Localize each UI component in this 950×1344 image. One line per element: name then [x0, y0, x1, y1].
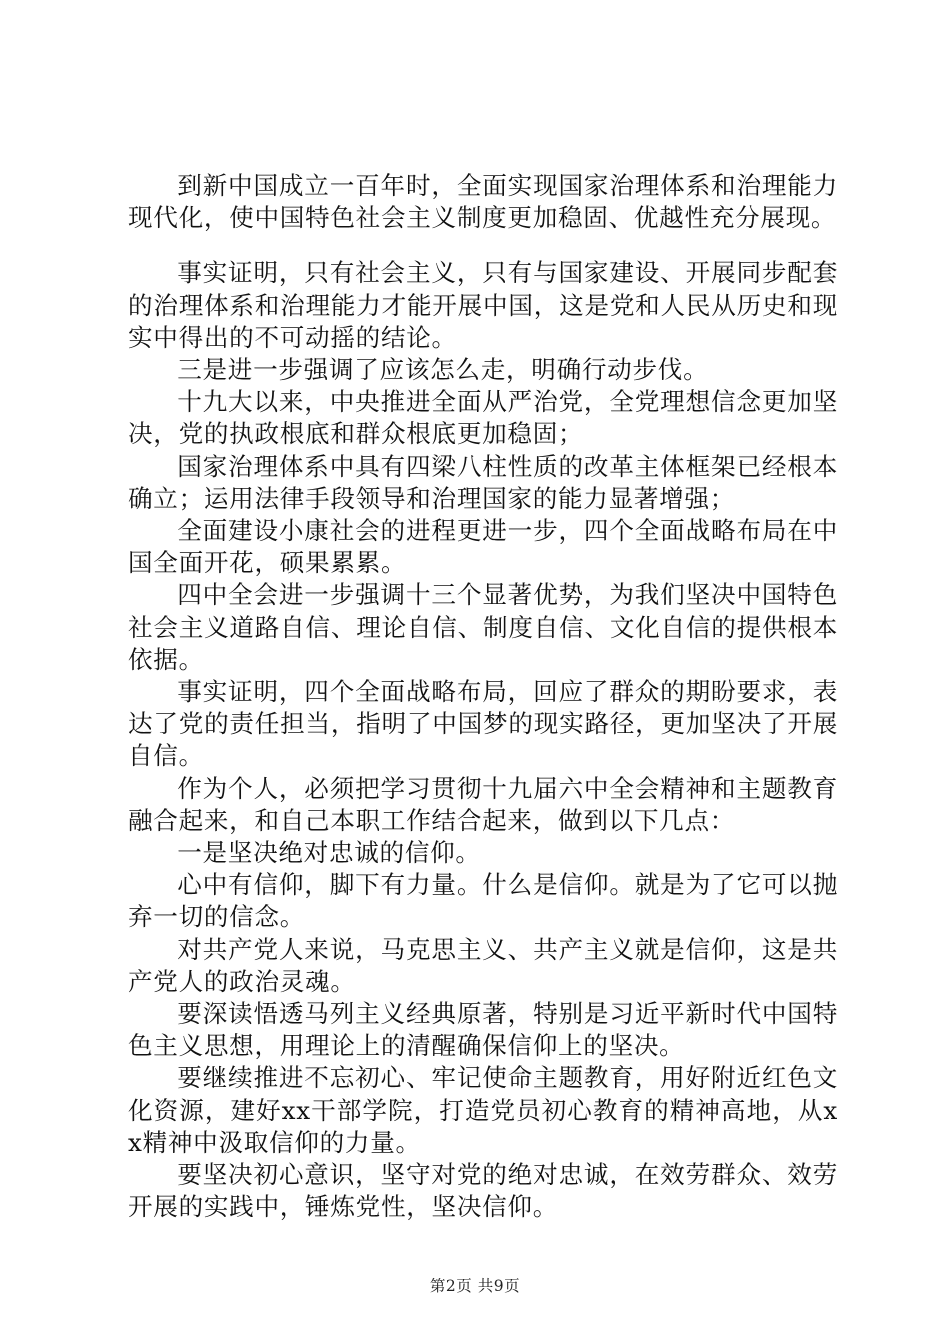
document-body	[128, 170, 838, 1224]
paragraph-8: 事实证明，四个全面战略布局，回应了群众的期盼要求，表达了党的责任担当，指明了中国梦的现实路径，更加坚决了开展自信。	[128, 677, 838, 771]
paragraph-11: 心中有信仰，脚下有力量。什么是信仰。就是为了它可以抛弃一切的信念。	[128, 870, 838, 932]
paragraph-7: 四中全会进一步强调十三个显著优势，为我们坚决中国特色社会主义道路自信、理论自信、制度自信、文化自信的提供根本依据。	[128, 580, 838, 674]
paragraph-12: 对共产党人来说，马克思主义、共产主义就是信仰，这是共产党人的政治灵魂。	[128, 934, 838, 996]
paragraph-2: 事实证明，只有社会主义，只有与国家建设、开展同步配套的治理体系和治理能力才能开展中国，这是党和人民从历史和现实中得出的不可动摇的结论。	[128, 258, 838, 352]
paragraph-5: 国家治理体系中具有四梁八柱性质的改革主体框架已经根本确立；运用法律手段领导和治理国家的能力显著增强；	[128, 451, 838, 513]
paragraph-14: 要继续推进不忘初心、牢记使命主题教育，用好附近红色文化资源，建好xx干部学院，打造党员初心教育的精神高地，从xx精神中汲取信仰的力量。	[128, 1063, 838, 1157]
paragraph-4: 十九大以来，中央推进全面从严治党，全党理想信念更加坚决，党的执政根底和群众根底更加稳固；	[128, 387, 838, 449]
paragraph-13: 要深读悟透马列主义经典原著，特别是习近平新时代中国特色主义思想，用理论上的清醒确保信仰上的坚决。	[128, 999, 838, 1061]
paragraph-9: 作为个人，必须把学习贯彻十九届六中全会精神和主题教育融合起来，和自己本职工作结合起来，做到以下几点：	[128, 773, 838, 835]
page-number-footer: 第2页 共9页	[429, 1277, 521, 1295]
paragraph-6: 全面建设小康社会的进程更进一步，四个全面战略布局在中国全面开花，硕果累累。	[128, 516, 838, 578]
paragraph-3: 三是进一步强调了应该怎么走，明确行动步伐。	[177, 355, 709, 385]
paragraph-10: 一是坚决绝对忠诚的信仰。	[177, 838, 481, 868]
paragraph-1: 到新中国成立一百年时，全面实现国家治理体系和治理能力现代化，使中国特色社会主义制度更加稳固、优越性充分展现。	[128, 171, 838, 233]
paragraph-15: 要坚决初心意识，坚守对党的绝对忠诚，在效劳群众、效劳开展的实践中，锤炼党性，坚决信仰。	[128, 1160, 838, 1222]
